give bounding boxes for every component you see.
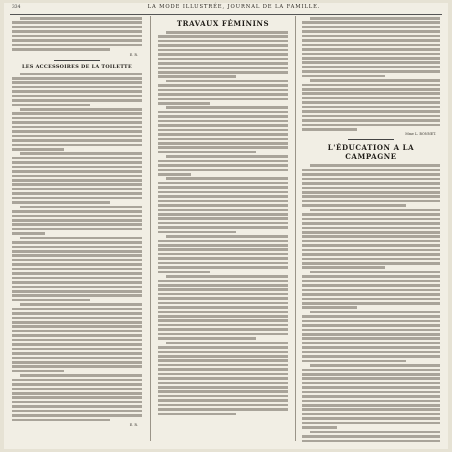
body-text-line <box>158 324 288 327</box>
body-text-line <box>158 93 288 96</box>
body-text-line <box>12 357 142 360</box>
body-text-line <box>302 44 440 47</box>
body-text-line <box>12 352 142 355</box>
body-text-line <box>12 77 142 80</box>
body-text-line <box>158 328 288 331</box>
body-text-line <box>158 133 288 136</box>
article-heading-accessoires: LES ACCESSOIRES DE LA TOILETTE <box>21 63 133 70</box>
body-text-line <box>12 44 142 47</box>
body-text-line <box>12 30 142 33</box>
body-text-line <box>158 337 256 340</box>
body-text-line <box>12 419 110 422</box>
body-text-line <box>302 324 440 327</box>
body-text-line <box>302 408 440 411</box>
body-text-line <box>158 71 288 74</box>
body-text-line <box>12 201 110 204</box>
body-text-line <box>166 106 288 109</box>
section-separator <box>348 139 394 140</box>
body-text-line <box>302 391 440 394</box>
body-text-line <box>310 209 440 212</box>
body-text-line <box>302 329 440 332</box>
body-text-line <box>12 117 142 120</box>
body-text-line <box>12 228 142 231</box>
body-text-line <box>158 217 288 220</box>
body-text-line <box>20 73 142 76</box>
body-text-line <box>20 17 142 20</box>
body-text-line <box>302 231 440 234</box>
body-text-line <box>158 355 288 358</box>
body-text-line <box>20 206 142 209</box>
body-text-line <box>158 84 288 87</box>
body-text-line <box>158 115 288 118</box>
body-text-line <box>166 275 288 278</box>
body-text-line <box>12 325 142 328</box>
body-text-line <box>20 374 142 377</box>
body-text-line <box>12 294 142 297</box>
body-text-line <box>12 259 142 262</box>
body-text-line <box>302 417 440 420</box>
body-text-line <box>158 248 288 251</box>
body-text-line <box>158 293 288 296</box>
body-text-line <box>158 395 288 398</box>
body-text-line <box>158 40 288 43</box>
body-text-line <box>158 226 288 229</box>
body-text-line <box>166 155 288 158</box>
body-text-line <box>158 195 288 198</box>
column-1 <box>12 17 142 443</box>
body-text-line <box>302 262 440 265</box>
newspaper-page <box>4 3 448 449</box>
body-text-line <box>302 169 440 172</box>
body-text-line <box>12 281 142 284</box>
body-text-line <box>158 271 210 274</box>
body-text-line <box>12 383 142 386</box>
body-text-line <box>302 249 440 252</box>
body-text-line <box>302 377 440 380</box>
body-text-line <box>302 222 440 225</box>
body-text-line <box>158 151 256 154</box>
body-text-line <box>12 126 142 129</box>
body-text-line <box>12 86 142 89</box>
body-text-line <box>302 315 440 318</box>
body-text-line <box>12 277 142 280</box>
body-text-line <box>12 254 142 257</box>
body-text-line <box>158 390 288 393</box>
body-text-line <box>310 311 440 314</box>
body-text-line <box>302 400 440 403</box>
body-text-line <box>12 157 142 160</box>
body-text-line <box>302 128 357 131</box>
body-text-line <box>302 53 440 56</box>
body-text-line <box>302 280 440 283</box>
body-text-line <box>302 204 406 207</box>
body-text-line <box>158 44 288 47</box>
body-text-line <box>158 186 288 189</box>
body-text-line <box>12 361 142 364</box>
body-text-line <box>158 138 288 141</box>
body-text-line <box>12 26 142 29</box>
body-text-line <box>12 272 142 275</box>
body-text-line <box>158 302 288 305</box>
body-text-line <box>12 112 142 115</box>
body-text-line <box>166 342 288 345</box>
body-text-line <box>302 440 440 443</box>
body-text-line <box>158 297 288 300</box>
body-text-line <box>158 284 288 287</box>
page-number: 334 <box>12 5 21 10</box>
body-text-line <box>12 215 142 218</box>
body-text-line <box>302 35 440 38</box>
body-text-line <box>12 170 142 173</box>
body-text-line <box>166 80 288 83</box>
body-text-line <box>302 337 440 340</box>
body-text-line <box>12 392 142 395</box>
column-divider <box>295 16 296 441</box>
body-text-line <box>12 321 142 324</box>
body-text-line <box>12 365 142 368</box>
body-text-line <box>12 405 142 408</box>
body-text-line <box>20 303 142 306</box>
body-text-line <box>158 364 288 367</box>
body-text-line <box>12 175 142 178</box>
body-text-line <box>158 164 288 167</box>
body-text-line <box>302 413 440 416</box>
body-text-line <box>310 431 440 434</box>
body-text-line <box>158 253 288 256</box>
body-text-line <box>302 178 440 181</box>
body-text-line <box>158 382 288 385</box>
body-text-line <box>158 386 288 389</box>
body-text-line <box>12 334 142 337</box>
body-text-line <box>302 253 440 256</box>
body-text-line <box>12 290 142 293</box>
body-text-line <box>12 312 142 315</box>
body-text-line <box>12 246 142 249</box>
body-text-line <box>12 250 142 253</box>
body-text-line <box>158 373 288 376</box>
body-text-line <box>302 346 440 349</box>
body-text-line <box>12 219 142 222</box>
body-text-line <box>302 195 440 198</box>
body-text-line <box>158 62 288 65</box>
body-text-line <box>12 223 142 226</box>
column-divider <box>150 16 151 441</box>
body-text-line <box>158 266 288 269</box>
article-signature: E. R. <box>129 52 138 57</box>
body-text-line <box>158 257 288 260</box>
body-text-line <box>158 222 288 225</box>
body-text-line <box>302 88 440 91</box>
body-text-line <box>302 173 440 176</box>
column-3 <box>302 17 440 443</box>
body-text-line <box>158 306 288 309</box>
article-signature: E. R. <box>129 423 138 428</box>
body-text-line <box>12 104 90 107</box>
body-text-line <box>12 343 142 346</box>
body-text-line <box>302 395 440 398</box>
body-text-line <box>302 386 440 389</box>
body-text-line <box>158 351 288 354</box>
body-text-line <box>302 119 440 122</box>
body-text-line <box>310 164 440 167</box>
masthead: LA MODE ILLUSTRÉE, JOURNAL DE LA FAMILLE. <box>147 4 321 10</box>
body-text-line <box>12 286 142 289</box>
body-text-line <box>302 106 440 109</box>
body-text-line <box>302 218 440 221</box>
body-text-line <box>12 263 142 266</box>
body-text-line <box>310 271 440 274</box>
body-text-line <box>158 67 288 70</box>
body-text-line <box>158 244 288 247</box>
body-text-line <box>12 197 142 200</box>
body-text-line <box>158 413 236 416</box>
body-text-line <box>302 191 440 194</box>
body-text-line <box>12 130 142 133</box>
body-text-line <box>158 204 288 207</box>
body-text-line <box>12 144 142 147</box>
body-text-line <box>302 39 440 42</box>
body-text-line <box>158 173 191 176</box>
body-text-line <box>302 289 440 292</box>
body-text-line <box>158 311 288 314</box>
body-text-line <box>310 79 440 82</box>
body-text-line <box>302 342 440 345</box>
body-text-line <box>158 346 288 349</box>
body-text-line <box>302 75 385 78</box>
body-text-line <box>158 399 288 402</box>
body-text-line <box>302 244 440 247</box>
body-text-line <box>12 268 142 271</box>
body-text-line <box>12 99 142 102</box>
body-text-line <box>302 66 440 69</box>
body-text-line <box>302 360 406 363</box>
body-text-line <box>158 182 288 185</box>
body-text-line <box>302 382 440 385</box>
body-text-line <box>158 102 210 105</box>
body-text-line <box>302 61 440 64</box>
body-text-line <box>158 169 288 172</box>
body-text-line <box>158 146 288 149</box>
body-text-line <box>12 183 142 186</box>
article-heading-education: L'ÉDUCATION A LA CAMPAGNE <box>327 143 415 162</box>
body-text-line <box>158 280 288 283</box>
body-text-line <box>158 160 288 163</box>
body-text-line <box>302 302 440 305</box>
body-text-line <box>158 35 288 38</box>
body-text-line <box>302 404 440 407</box>
body-text-line <box>302 227 440 230</box>
body-text-line <box>12 401 142 404</box>
body-text-line <box>12 210 142 213</box>
body-text-line <box>12 188 142 191</box>
body-text-line <box>158 200 288 203</box>
body-text-line <box>302 213 440 216</box>
body-text-line <box>12 48 110 51</box>
header-rule <box>10 14 442 15</box>
body-text-line <box>12 308 142 311</box>
body-text-line <box>158 124 288 127</box>
body-text-line <box>12 348 142 351</box>
column-2 <box>158 17 288 443</box>
body-text-line <box>12 35 142 38</box>
article-heading-travaux: TRAVAUX FÉMININS <box>176 19 270 28</box>
body-text-line <box>302 92 440 95</box>
body-text-line <box>12 135 142 138</box>
body-text-line <box>158 368 288 371</box>
body-text-line <box>158 288 288 291</box>
body-text-line <box>158 75 236 78</box>
body-text-line <box>302 30 440 33</box>
body-text-line <box>302 101 440 104</box>
body-text-line <box>302 435 440 438</box>
body-text-line <box>158 333 288 336</box>
body-text-line <box>158 359 288 362</box>
body-text-line <box>158 53 288 56</box>
body-text-line <box>158 209 288 212</box>
body-text-line <box>12 339 142 342</box>
body-text-line <box>302 97 440 100</box>
section-separator <box>54 60 100 61</box>
body-text-line <box>158 408 288 411</box>
body-text-line <box>302 240 440 243</box>
body-text-line <box>158 120 288 123</box>
body-text-line <box>302 182 440 185</box>
body-text-line <box>12 166 142 169</box>
body-text-line <box>302 110 440 113</box>
body-text-line <box>158 98 288 101</box>
body-text-line <box>310 364 440 367</box>
body-text-line <box>302 369 440 372</box>
body-text-line <box>12 179 142 182</box>
body-text-line <box>158 377 288 380</box>
body-text-line <box>12 232 45 235</box>
body-text-line <box>302 235 440 238</box>
body-text-line <box>12 95 142 98</box>
body-text-line <box>166 31 288 34</box>
body-text-line <box>12 241 142 244</box>
body-text-line <box>302 70 440 73</box>
body-text-line <box>158 262 288 265</box>
body-text-line <box>12 388 142 391</box>
body-text-line <box>302 258 440 261</box>
body-text-line <box>302 422 440 425</box>
body-text-line <box>12 370 64 373</box>
body-text-line <box>158 142 288 145</box>
body-text-line <box>158 315 288 318</box>
body-text-line <box>302 21 440 24</box>
body-text-line <box>12 139 142 142</box>
body-text-line <box>302 57 440 60</box>
body-text-line <box>302 275 440 278</box>
body-text-line <box>158 213 288 216</box>
body-text-line <box>12 414 142 417</box>
body-text-line <box>12 81 142 84</box>
body-text-line <box>12 161 142 164</box>
body-text-line <box>158 191 288 194</box>
body-text-line <box>158 404 288 407</box>
page-header <box>4 3 448 14</box>
body-text-line <box>158 319 288 322</box>
body-text-line <box>310 17 440 20</box>
body-text-line <box>12 299 90 302</box>
body-text-line <box>12 410 142 413</box>
body-text-line <box>20 108 142 111</box>
body-text-line <box>166 235 288 238</box>
body-text-line <box>158 129 288 132</box>
body-text-line <box>302 373 440 376</box>
body-text-line <box>302 298 440 301</box>
body-text-line <box>302 320 440 323</box>
body-text-line <box>302 124 440 127</box>
body-text-line <box>12 379 142 382</box>
article-signature: Mme L. BONNET. <box>405 132 436 137</box>
body-text-line <box>158 240 288 243</box>
body-text-line <box>158 89 288 92</box>
body-text-line <box>302 187 440 190</box>
body-text-line <box>302 48 440 51</box>
body-text-line <box>158 58 288 61</box>
body-text-line <box>302 84 440 87</box>
body-text-line <box>158 111 288 114</box>
body-text-line <box>20 152 142 155</box>
body-text-line <box>12 330 142 333</box>
body-text-line <box>302 284 440 287</box>
body-text-line <box>12 192 142 195</box>
body-text-line <box>302 115 440 118</box>
body-text-line <box>302 266 385 269</box>
body-text-line <box>302 200 440 203</box>
body-text-line <box>12 21 142 24</box>
body-text-line <box>158 49 288 52</box>
body-text-line <box>302 426 337 429</box>
body-text-line <box>12 90 142 93</box>
body-text-line <box>12 317 142 320</box>
body-text-line <box>302 351 440 354</box>
body-text-line <box>302 333 440 336</box>
body-text-line <box>158 231 236 234</box>
body-text-line <box>302 306 357 309</box>
body-text-line <box>166 177 288 180</box>
body-text-line <box>302 26 440 29</box>
body-text-line <box>302 293 440 296</box>
body-text-line <box>12 121 142 124</box>
body-text-line <box>302 355 440 358</box>
body-text-line <box>12 396 142 399</box>
body-text-line <box>12 39 142 42</box>
body-text-line <box>12 148 64 151</box>
body-text-line <box>20 237 142 240</box>
